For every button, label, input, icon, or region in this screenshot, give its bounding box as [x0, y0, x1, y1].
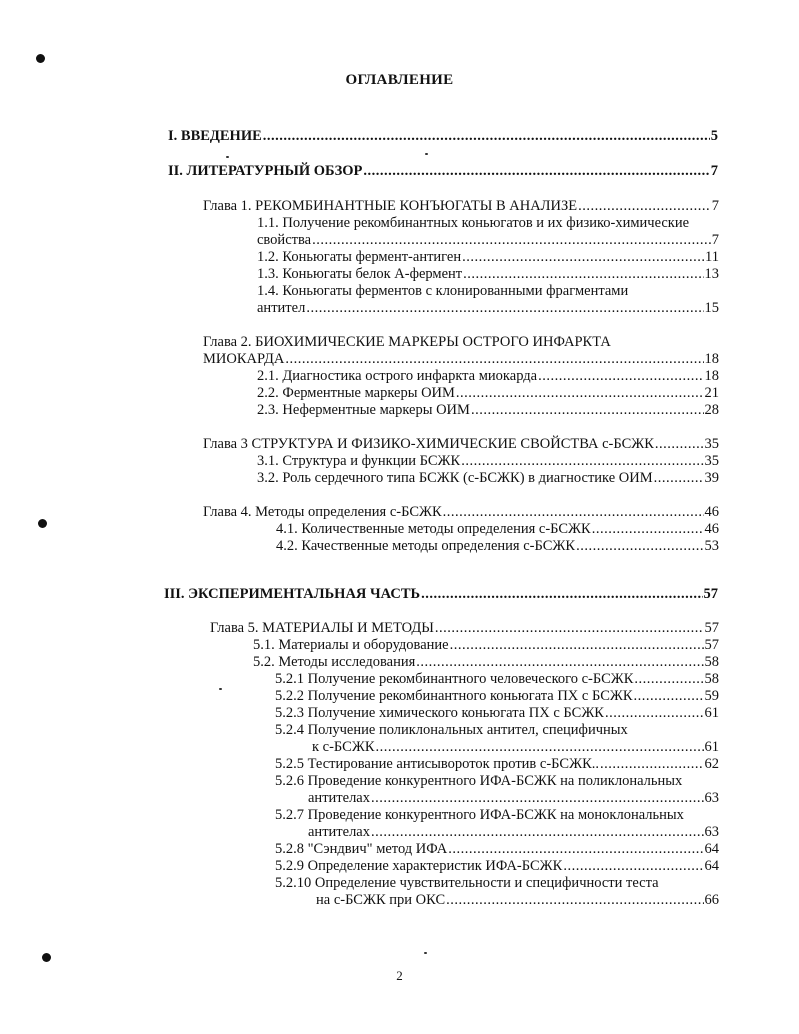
- toc-entry: 5.2.1 Получение рекомбинантного человеческого с-БСЖК ..... 58: [275, 671, 719, 688]
- toc-entry: на с-БСЖК при ОКС ..... 66: [316, 892, 719, 909]
- toc-entry: 5.2.9 Определение характеристик ИФА-БСЖК ..... 64: [275, 858, 719, 875]
- toc-entry: 4.2. Качественные методы определения с-БСЖК ..... 53: [276, 538, 719, 555]
- toc-entry: 1.3. Коньюгаты белок А-фермент ..... 13: [257, 266, 719, 283]
- toc-entry: 2.2. Ферментные маркеры ОИМ ..... 21: [257, 385, 719, 402]
- toc-entry: Глава 5. МАТЕРИАЛЫ И МЕТОДЫ ..... 57: [210, 620, 719, 637]
- scan-speck: [425, 153, 428, 155]
- toc-entry: 5.1. Материалы и оборудование ..... 57: [253, 637, 719, 654]
- toc-entry-text: Глава 2. БИОХИМИЧЕСКИЕ МАРКЕРЫ ОСТРОГО ИНФАРКТА: [203, 334, 611, 350]
- scan-speck: [219, 688, 222, 690]
- scan-hole-mark: [38, 519, 47, 528]
- scan-speck: [226, 156, 229, 158]
- scan-speck: [424, 952, 427, 954]
- page-title: ОГЛАВЛЕНИЕ: [345, 72, 454, 88]
- toc-entry: свойства ..... 7: [257, 232, 719, 249]
- toc-entry: к с-БСЖК ..... 61: [312, 739, 719, 756]
- toc-entry-text: 5.2.7 Проведение конкурентного ИФА-БСЖК на моноклональных: [275, 807, 684, 823]
- toc-entry-text: 5.2.6 Проведение конкурентного ИФА-БСЖК на поликлональных: [275, 773, 683, 789]
- toc-entry: антителах ..... 63: [308, 790, 719, 807]
- toc-entry: III. ЭКСПЕРИМЕНТАЛЬНАЯ ЧАСТЬ ..... 57: [164, 586, 718, 603]
- toc-entry: 2.1. Диагностика острого инфаркта миокарда ..... 18: [257, 368, 719, 385]
- toc-entry: 5.2.5 Тестирование антисывороток против с-БСЖК.. ..... 62: [275, 756, 719, 773]
- toc-entry: 5.2.8 "Сэндвич" метод ИФА ..... 64: [275, 841, 719, 858]
- toc-entry: 5.2. Методы исследования ..... 58: [253, 654, 719, 671]
- toc-entry: МИОКАРДА ..... 18: [203, 351, 719, 368]
- page-number: 2: [396, 968, 403, 983]
- toc-entry-text: 5.2.4 Получение поликлональных антител, специфичных: [275, 722, 628, 738]
- toc-entry: Глава 4. Методы определения с-БСЖК ..... 46: [203, 504, 719, 521]
- toc-entry: 4.1. Количественные методы определения с-БСЖК ..... 46: [276, 521, 719, 538]
- toc-entry: антител ..... 15: [257, 300, 719, 317]
- toc-entry: 5.2.3 Получение химического коньюгата ПХ с БСЖК ..... 61: [275, 705, 719, 722]
- toc-entry: 1.2. Коньюгаты фермент-антиген ..... 11: [257, 249, 719, 266]
- toc-entry-text: 5.2.10 Определение чувствительности и специфичности теста: [275, 875, 659, 891]
- toc-entry-text: 1.4. Коньюгаты ферментов с клонированными фрагментами: [257, 283, 629, 299]
- toc-entry: I. ВВЕДЕНИЕ ..... 5: [168, 128, 718, 145]
- toc-entry: антителах ..... 63: [308, 824, 719, 841]
- toc-entry: 2.3. Неферментные маркеры ОИМ ..... 28: [257, 402, 719, 419]
- toc-entry: Глава 1. РЕКОМБИНАНТНЫЕ КОНЪЮГАТЫ В АНАЛИЗЕ ..... 7: [203, 198, 719, 215]
- toc-entry-text: 1.1. Получение рекомбинантных коньюгатов и их физико-химические: [257, 215, 690, 231]
- toc-entry: II. ЛИТЕРАТУРНЫЙ ОБЗОР ..... 7: [168, 163, 718, 180]
- scan-hole-mark: [42, 953, 51, 962]
- toc-entry: 3.1. Структура и функции БСЖК ..... 35: [257, 453, 719, 470]
- toc-entry: 5.2.2 Получение рекомбинантного коньюгата ПХ с БСЖК ..... 59: [275, 688, 719, 705]
- toc-entry: Глава 3 СТРУКТУРА И ФИЗИКО-ХИМИЧЕСКИЕ СВОЙСТВА с-БСЖК ..... 35: [203, 436, 719, 453]
- toc-entry: 3.2. Роль сердечного типа БСЖК (с-БСЖК) в диагностике ОИМ ..... 39: [257, 470, 719, 487]
- scan-hole-mark: [36, 54, 45, 63]
